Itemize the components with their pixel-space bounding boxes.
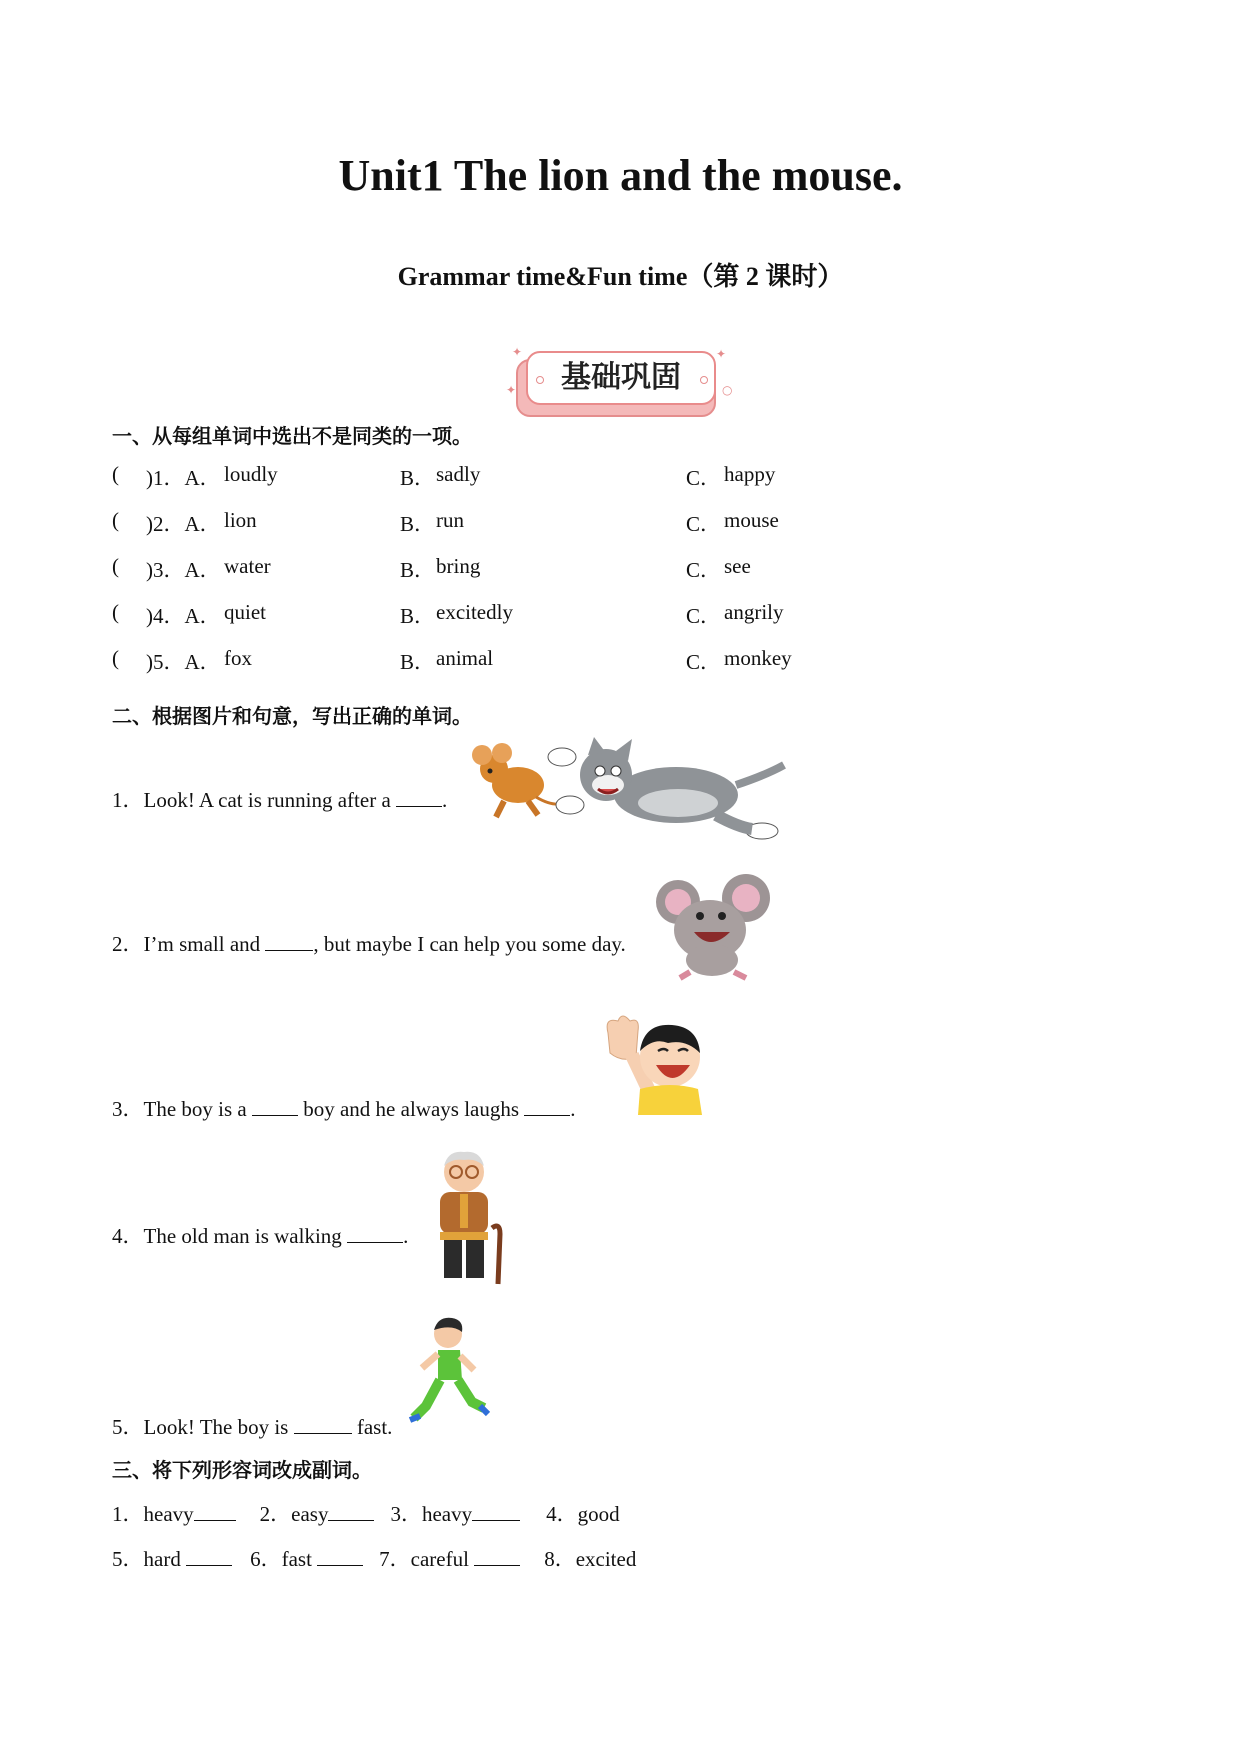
option-c-label: C． — [686, 512, 722, 536]
option-a: lion — [224, 508, 257, 532]
question-number: 3． — [112, 1097, 144, 1121]
question-number: )3．A． — [146, 558, 221, 582]
question-text: . — [570, 1097, 576, 1121]
question-number: )2．A． — [146, 512, 221, 536]
badge-label: 基础巩固 — [526, 351, 716, 405]
answer-blank[interactable] — [347, 1224, 403, 1243]
option-b: sadly — [436, 462, 481, 486]
option-b-label: B． — [400, 650, 436, 674]
answer-blank[interactable] — [194, 1502, 236, 1521]
question-text: fast. — [351, 1415, 393, 1439]
running-boy-image — [408, 1316, 490, 1430]
question-number: 5． — [112, 1415, 144, 1439]
section1-heading: 一、从每组单词中选出不是同类的一项。 — [112, 424, 472, 448]
answer-blank[interactable] — [186, 1547, 232, 1566]
item-number: 8． — [544, 1547, 576, 1571]
adjective-word: excited — [575, 1547, 637, 1571]
option-b-label: B． — [400, 604, 436, 628]
answer-paren[interactable]: ( — [112, 600, 119, 624]
adjective-word: fast — [281, 1547, 318, 1571]
item-number: 5． — [112, 1547, 144, 1571]
question-text: , but maybe I can help you some day. — [313, 932, 626, 956]
option-c-label: C． — [686, 466, 722, 490]
option-c: happy — [724, 462, 776, 486]
option-b-label: B． — [400, 466, 436, 490]
option-c: mouse — [724, 508, 779, 532]
option-b: animal — [436, 646, 494, 670]
old-man-with-cane-image — [428, 1148, 504, 1288]
answer-paren[interactable]: ( — [112, 646, 119, 670]
answer-blank[interactable] — [294, 1415, 352, 1434]
adjective-word: heavy — [143, 1502, 194, 1526]
option-b-label: B． — [400, 558, 436, 582]
question-number: 2． — [112, 932, 144, 956]
question-text: The old man is walking — [143, 1224, 348, 1248]
answer-paren[interactable]: ( — [112, 462, 119, 486]
question-text: . — [403, 1224, 409, 1248]
answer-blank[interactable] — [524, 1097, 570, 1116]
laughing-boy-image — [598, 1015, 702, 1115]
option-a: fox — [224, 646, 252, 670]
option-a: quiet — [224, 600, 266, 624]
option-b: bring — [436, 554, 481, 578]
answer-blank[interactable] — [317, 1547, 363, 1566]
option-c-label: C． — [686, 650, 722, 674]
adjective-word: good — [577, 1502, 620, 1526]
question-number: )5．A． — [146, 650, 221, 674]
question-number: 4． — [112, 1224, 144, 1248]
answer-paren[interactable]: ( — [112, 508, 119, 532]
question-text: Look! A cat is running after a — [143, 788, 397, 812]
question-2-5 — [112, 1411, 392, 1441]
answer-blank[interactable] — [328, 1502, 374, 1521]
question-text: Look! The boy is — [143, 1415, 294, 1439]
sparkle-icon: ✦ — [512, 345, 523, 359]
answer-blank[interactable] — [265, 932, 313, 951]
item-number: 1． — [112, 1502, 144, 1526]
sparkle-icon: ○ — [722, 383, 733, 397]
option-b: excitedly — [436, 600, 513, 624]
option-c: angrily — [724, 600, 784, 624]
option-c: monkey — [724, 646, 792, 670]
question-2-1 — [112, 784, 447, 814]
option-b: run — [436, 508, 464, 532]
laughing-mouse-image — [650, 872, 774, 982]
option-c: see — [724, 554, 751, 578]
cat-figure — [548, 737, 784, 839]
section-badge — [506, 345, 733, 427]
question-2-3 — [112, 1093, 576, 1123]
answer-paren[interactable]: ( — [112, 554, 119, 578]
answer-blank[interactable] — [472, 1502, 520, 1521]
section3-heading: 三、将下列形容词改成副词。 — [112, 1458, 372, 1482]
question-text: . — [442, 788, 448, 812]
question-number: )4．A． — [146, 604, 221, 628]
page-title: Unit1 The lion and the mouse. — [338, 151, 903, 200]
badge-dot-right — [700, 376, 708, 384]
option-a: water — [224, 554, 271, 578]
item-number: 7． — [379, 1547, 411, 1571]
adjective-word: hard — [143, 1547, 187, 1571]
sparkle-icon: ✦ — [716, 347, 727, 361]
conversion-row-1 — [112, 1498, 620, 1528]
sparkle-icon: ✦ — [506, 383, 517, 397]
question-2-4 — [112, 1220, 408, 1250]
item-number: 3． — [390, 1502, 422, 1526]
option-c-label: C． — [686, 558, 722, 582]
question-text: boy and he always laughs — [297, 1097, 525, 1121]
question-text: The boy is a — [143, 1097, 252, 1121]
conversion-row-2 — [112, 1543, 636, 1573]
question-text: I’m small and — [143, 932, 266, 956]
question-number: )1．A． — [146, 466, 221, 490]
question-2-2 — [112, 928, 626, 958]
option-a: loudly — [224, 462, 278, 486]
answer-blank[interactable] — [474, 1547, 520, 1566]
section2-heading: 二、根据图片和句意，写出正确的单词。 — [112, 704, 472, 728]
answer-blank[interactable] — [252, 1097, 298, 1116]
adjective-word: easy — [291, 1502, 329, 1526]
cat-chasing-mouse-image — [466, 735, 796, 847]
adjective-word: careful — [410, 1547, 475, 1571]
badge-dot-left — [536, 376, 544, 384]
page-subtitle: Grammar time&Fun time（第 2 课时） — [397, 262, 844, 291]
question-number: 1． — [112, 788, 144, 812]
item-number: 6． — [250, 1547, 282, 1571]
item-number: 2． — [259, 1502, 292, 1526]
item-number: 4． — [546, 1502, 578, 1526]
adjective-word: heavy — [421, 1502, 473, 1526]
option-c-label: C． — [686, 604, 722, 628]
option-b-label: B． — [400, 512, 436, 536]
answer-blank[interactable] — [396, 788, 442, 807]
